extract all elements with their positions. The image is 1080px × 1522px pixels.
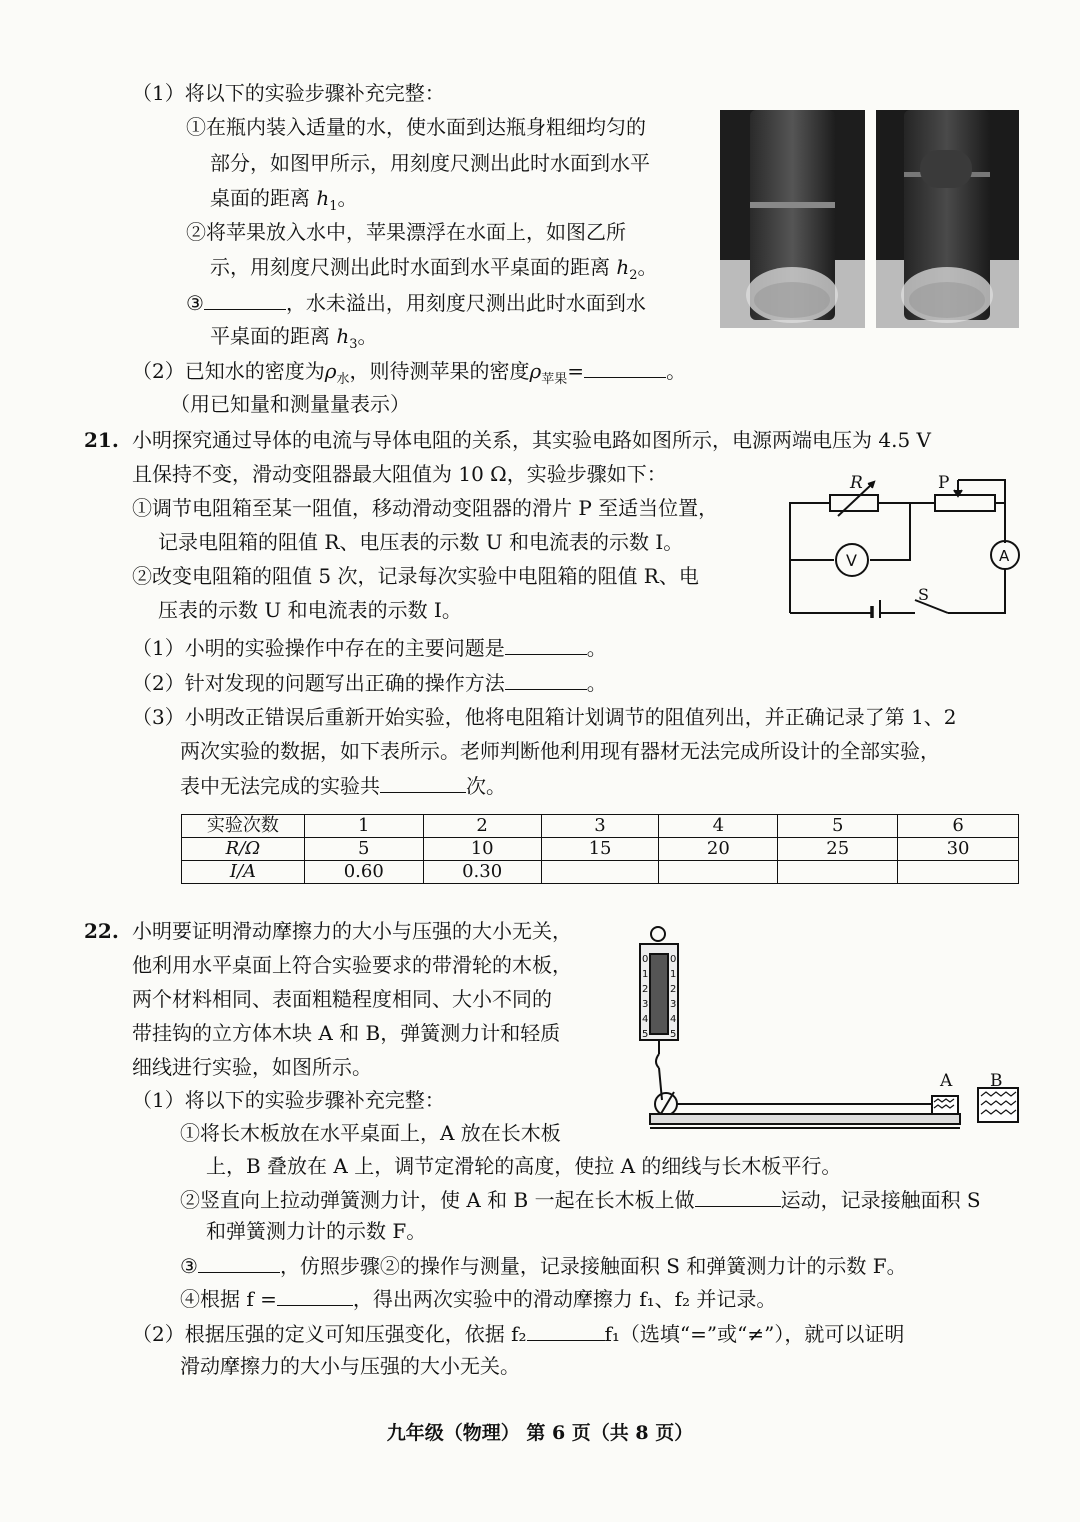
svg-text:3: 3 (670, 999, 677, 1010)
q21-step1-line2: 记录电阻箱的阻值 R、电压表的示数 U 和电流表的示数 I。 (158, 530, 684, 554)
label-S: S (918, 585, 929, 604)
answer-blank[interactable] (505, 634, 587, 655)
q22-number: 22. (84, 919, 119, 943)
answer-blank[interactable] (584, 357, 666, 378)
row-head-I: I/A (182, 861, 305, 884)
q20-step3-line1: ③ ，水未溢出，用刻度尺测出此时水面到水 (186, 291, 646, 315)
q20-step2-line1: ②将苹果放入水中，苹果漂浮在水面上，如图乙所 (186, 220, 626, 244)
q22-part2-line1: （2）根据压强的定义可知压强变化，依据 f₂ f₁（选填“=”或“≠”），就可以证明 (132, 1322, 905, 1346)
q21-step1-line1: ①调节电阻箱至某一阻值，移动滑动变阻器的滑片 P 至适当位置， (132, 496, 719, 520)
q21-question3-line3: 表中无法完成的实验共 次。 (180, 774, 506, 798)
row-head-trial: 实验次数 (182, 815, 305, 838)
q22-part1-heading: （1）将以下的实验步骤补充完整： (132, 1088, 445, 1112)
answer-blank[interactable] (695, 1186, 781, 1207)
rheostat-icon (935, 495, 995, 511)
q22-step3: ③ ，仿照步骤②的操作与测量，记录接触面积 S 和弹簧测力计的示数 F。 (180, 1254, 907, 1278)
q21-question2: （2）针对发现的问题写出正确的操作方法 。 (132, 671, 607, 695)
experiment-table (181, 814, 1019, 884)
q20-step1-line2: 部分，如图甲所示，用刻度尺测出此时水面到水平 (210, 151, 650, 175)
scale-label-1: 1 (642, 969, 649, 980)
answer-blank[interactable] (204, 289, 286, 310)
q22-step2-line1: ②竖直向上拉动弹簧测力计，使 A 和 B 一起在长木板上做 运动，记录接触面积 S (180, 1188, 981, 1212)
q22-line5: 细线进行实验，如图所示。 (132, 1055, 372, 1079)
q22-line1: 小明要证明滑动摩擦力的大小与压强的大小无关， (132, 919, 572, 943)
q22-step4: ④根据 f = ，得出两次实验中的滑动摩擦力 f₁、f₂ 并记录。 (180, 1287, 777, 1311)
scale-label-3: 3 (642, 999, 649, 1010)
table-row: 实验次数 1 2 3 4 5 6 (182, 815, 1019, 838)
q20-part2: （2）已知水的密度为$\rho_水$，则待测苹果的密度$\rho_{苹果}=$ 。 (132, 359, 687, 387)
q22-step2-line2: 和弹簧测力计的示数 F。 (206, 1219, 427, 1243)
label-R: R (850, 473, 863, 493)
scale-label-5: 5 (642, 1029, 649, 1040)
label-P: P (938, 473, 950, 493)
q22-line3: 两个材料相同、表面粗糙程度相同、大小不同的 (132, 987, 552, 1011)
q21-line2: 且保持不变，滑动变阻器最大阻值为 10 Ω，实验步骤如下： (132, 462, 667, 486)
q20-part2-note: （用已知量和测量量表示） (170, 392, 410, 416)
q20-step2-line2: 示，用刻度尺测出此时水面到水平桌面的距离 $h_2$。 (210, 255, 658, 283)
answer-blank[interactable] (527, 1320, 605, 1341)
q21-question3-line1: （3）小明改正错误后重新开始实验，他将电阻箱计划调节的阻值列出，并正确记录了第 1、2 (132, 705, 957, 729)
block-a-icon (932, 1096, 958, 1114)
friction-experiment-figure (630, 924, 1030, 1136)
scale-hook-ring-icon (651, 927, 665, 941)
svg-text:2: 2 (670, 984, 677, 995)
q21-number: 21. (84, 428, 119, 452)
q22-part2-line2: 滑动摩擦力的大小与压强的大小无关。 (180, 1354, 520, 1378)
scale-label-0: 0 (642, 954, 649, 965)
bottle-photo-b (876, 110, 1019, 328)
q21-question1: （1）小明的实验操作中存在的主要问题是 。 (132, 636, 607, 660)
q22-step1-line1: ①将长木板放在水平桌面上，A 放在长木板 (180, 1121, 561, 1145)
q21-step2-line2: 压表的示数 U 和电流表的示数 I。 (158, 598, 462, 622)
circuit-diagram (780, 468, 1025, 618)
q21-question3-line2: 两次实验的数据，如下表所示。老师判断他利用现有器材无法完成所设计的全部实验， (180, 739, 940, 763)
answer-blank[interactable] (380, 772, 466, 793)
svg-text:1: 1 (670, 969, 677, 980)
q22-line2: 他利用水平桌面上符合实验要求的带滑轮的木板， (132, 953, 572, 977)
row-head-R: R/Ω (182, 838, 305, 861)
label-block-a: A (940, 1071, 953, 1091)
q21-line1: 小明探究通过导体的电流与导体电阻的关系，其实验电路如图所示，电源两端电压为 4.5 V (132, 428, 931, 452)
svg-text:0: 0 (670, 954, 677, 965)
table-row: R/Ω 5 10 15 20 25 30 (182, 838, 1019, 861)
table-row: I/A 0.60 0.30 (182, 861, 1019, 884)
svg-text:4: 4 (670, 1014, 677, 1025)
q20-step1-line1: ①在瓶内装入适量的水，使水面到达瓶身粗细均匀的 (186, 115, 646, 139)
page-footer: 九年级（物理） 第 6 页（共 8 页） (386, 1422, 694, 1444)
q22-step1-line2: 上，B 叠放在 A 上，调节定滑轮的高度，使拉 A 的细线与长木板平行。 (206, 1154, 842, 1178)
scale-label-4: 4 (642, 1014, 649, 1025)
label-block-b: B (990, 1071, 1003, 1091)
answer-blank[interactable] (198, 1252, 280, 1273)
label-A: A (999, 547, 1010, 565)
q20-part1-heading: （1）将以下的实验步骤补充完整： (132, 81, 445, 105)
answer-blank[interactable] (277, 1285, 353, 1306)
bottle-photo-a (720, 110, 865, 328)
q22-line4: 带挂钩的立方体木块 A 和 B，弹簧测力计和轻质 (132, 1021, 561, 1045)
label-V: V (846, 551, 857, 570)
svg-text:5: 5 (670, 1029, 677, 1040)
q20-step3-line2: 平桌面的距离 $h_3$。 (210, 324, 378, 352)
q21-step2-line1: ②改变电阻箱的阻值 5 次，记录每次实验中电阻箱的阻值 R、电 (132, 564, 699, 588)
q20-step1-line3: 桌面的距离 $h_1$。 (210, 186, 358, 214)
long-board-icon (650, 1114, 960, 1124)
scale-label-2: 2 (642, 984, 649, 995)
answer-blank[interactable] (505, 669, 587, 690)
resistance-box-icon (830, 495, 878, 511)
